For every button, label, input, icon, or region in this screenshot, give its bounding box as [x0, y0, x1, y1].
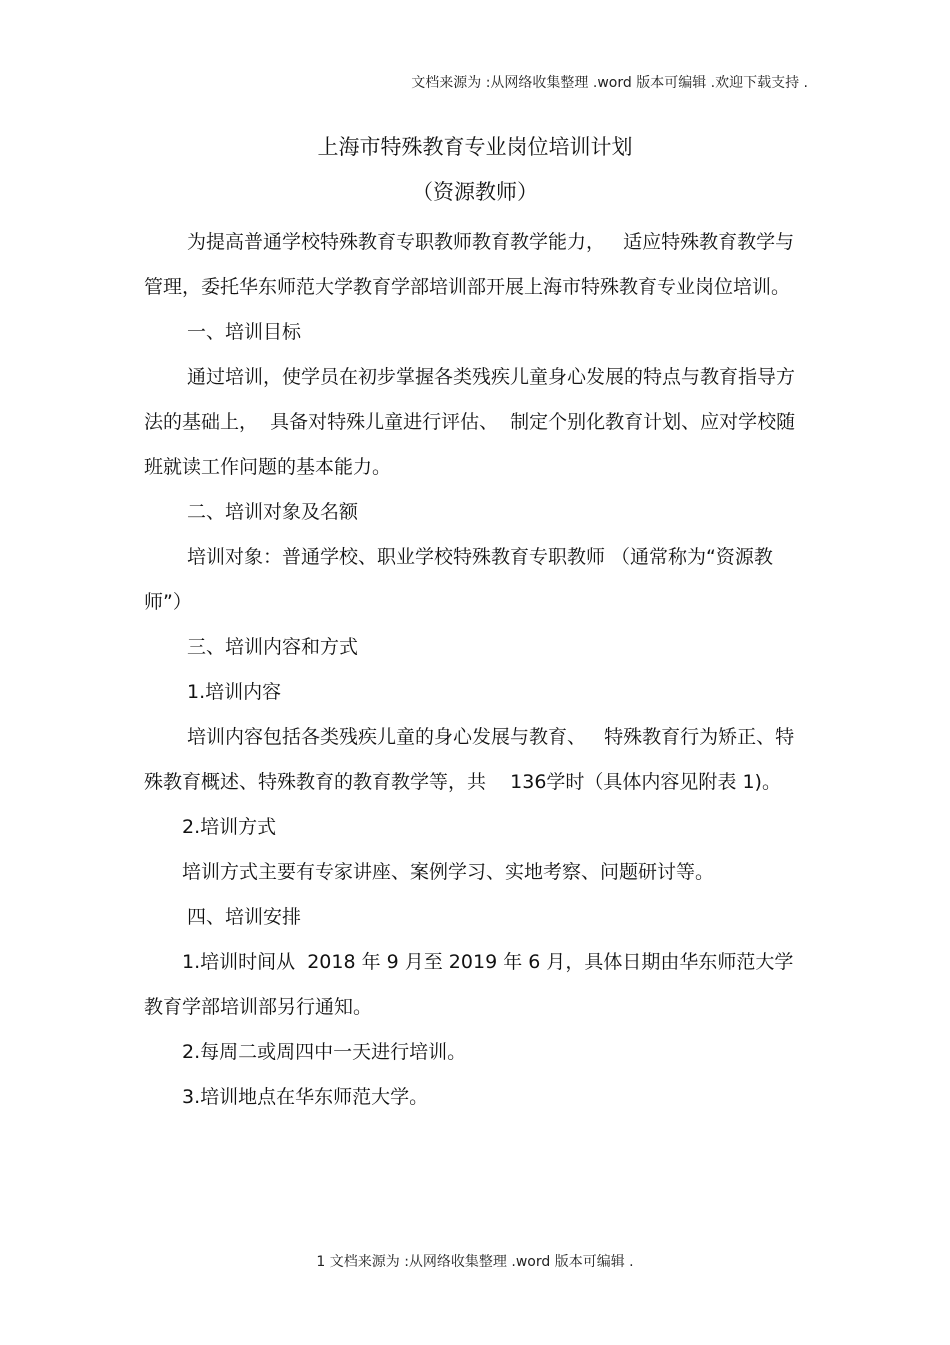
page-footer: 1 文档来源为 :从网络收集整理 .word 版本可编辑 .: [316, 1254, 634, 1270]
method-paragraph: 培训方式主要有专家讲座、案例学习、实地考察、问题研讨等。: [182, 861, 715, 883]
schedule-item-time: 1.培训时间从 2018 年 9 月至 2019 年 6 月，具体日期由华东师范大学教育学部培训部另行通知。: [144, 951, 794, 1018]
subheading-method: 2.培训方式: [182, 816, 277, 838]
section-heading-schedule: 四、培训安排: [187, 906, 302, 928]
section-heading-content: 三、培训内容和方式: [187, 636, 359, 658]
subheading-content: 1.培训内容: [187, 681, 282, 703]
intro-paragraph: 为提高普通学校特殊教育专职教师教育教学能力， 适应特殊教育教学与管理，委托华东师范大学教育学部培训部开展上海市特殊教育专业岗位培训。: [144, 231, 795, 298]
schedule-item-weekday: 2.每周二或周四中一天进行培训。: [182, 1041, 467, 1063]
targets-paragraph: 培训对象：普通学校、职业学校特殊教育专职教师 （通常称为“资源教师”）: [144, 546, 773, 613]
section-heading-targets: 二、培训对象及名额: [187, 501, 359, 523]
document-body: [144, 220, 808, 1120]
page-header: 文档来源为 :从网络收集整理 .word 版本可编辑 .欢迎下载支持 .: [411, 75, 808, 91]
document-title: 上海市特殊教育专业岗位培训计划: [317, 135, 633, 159]
content-paragraph: 培训内容包括各类残疾儿童的身心发展与教育、 特殊教育行为矫正、特殊教育概述、特殊教育的教育教学等，共 136学时（具体内容见附表 1)。: [144, 726, 795, 793]
schedule-item-location: 3.培训地点在华东师范大学。: [182, 1086, 429, 1108]
document-subtitle: （资源教师）: [412, 180, 538, 204]
section-heading-goals: 一、培训目标: [187, 321, 302, 343]
goals-paragraph: 通过培训，使学员在初步掌握各类残疾儿童身心发展的特点与教育指导方法的基础上， 具备对特殊儿童进行评估、 制定个别化教育计划、应对学校随班就读工作问题的基本能力。: [144, 366, 796, 478]
